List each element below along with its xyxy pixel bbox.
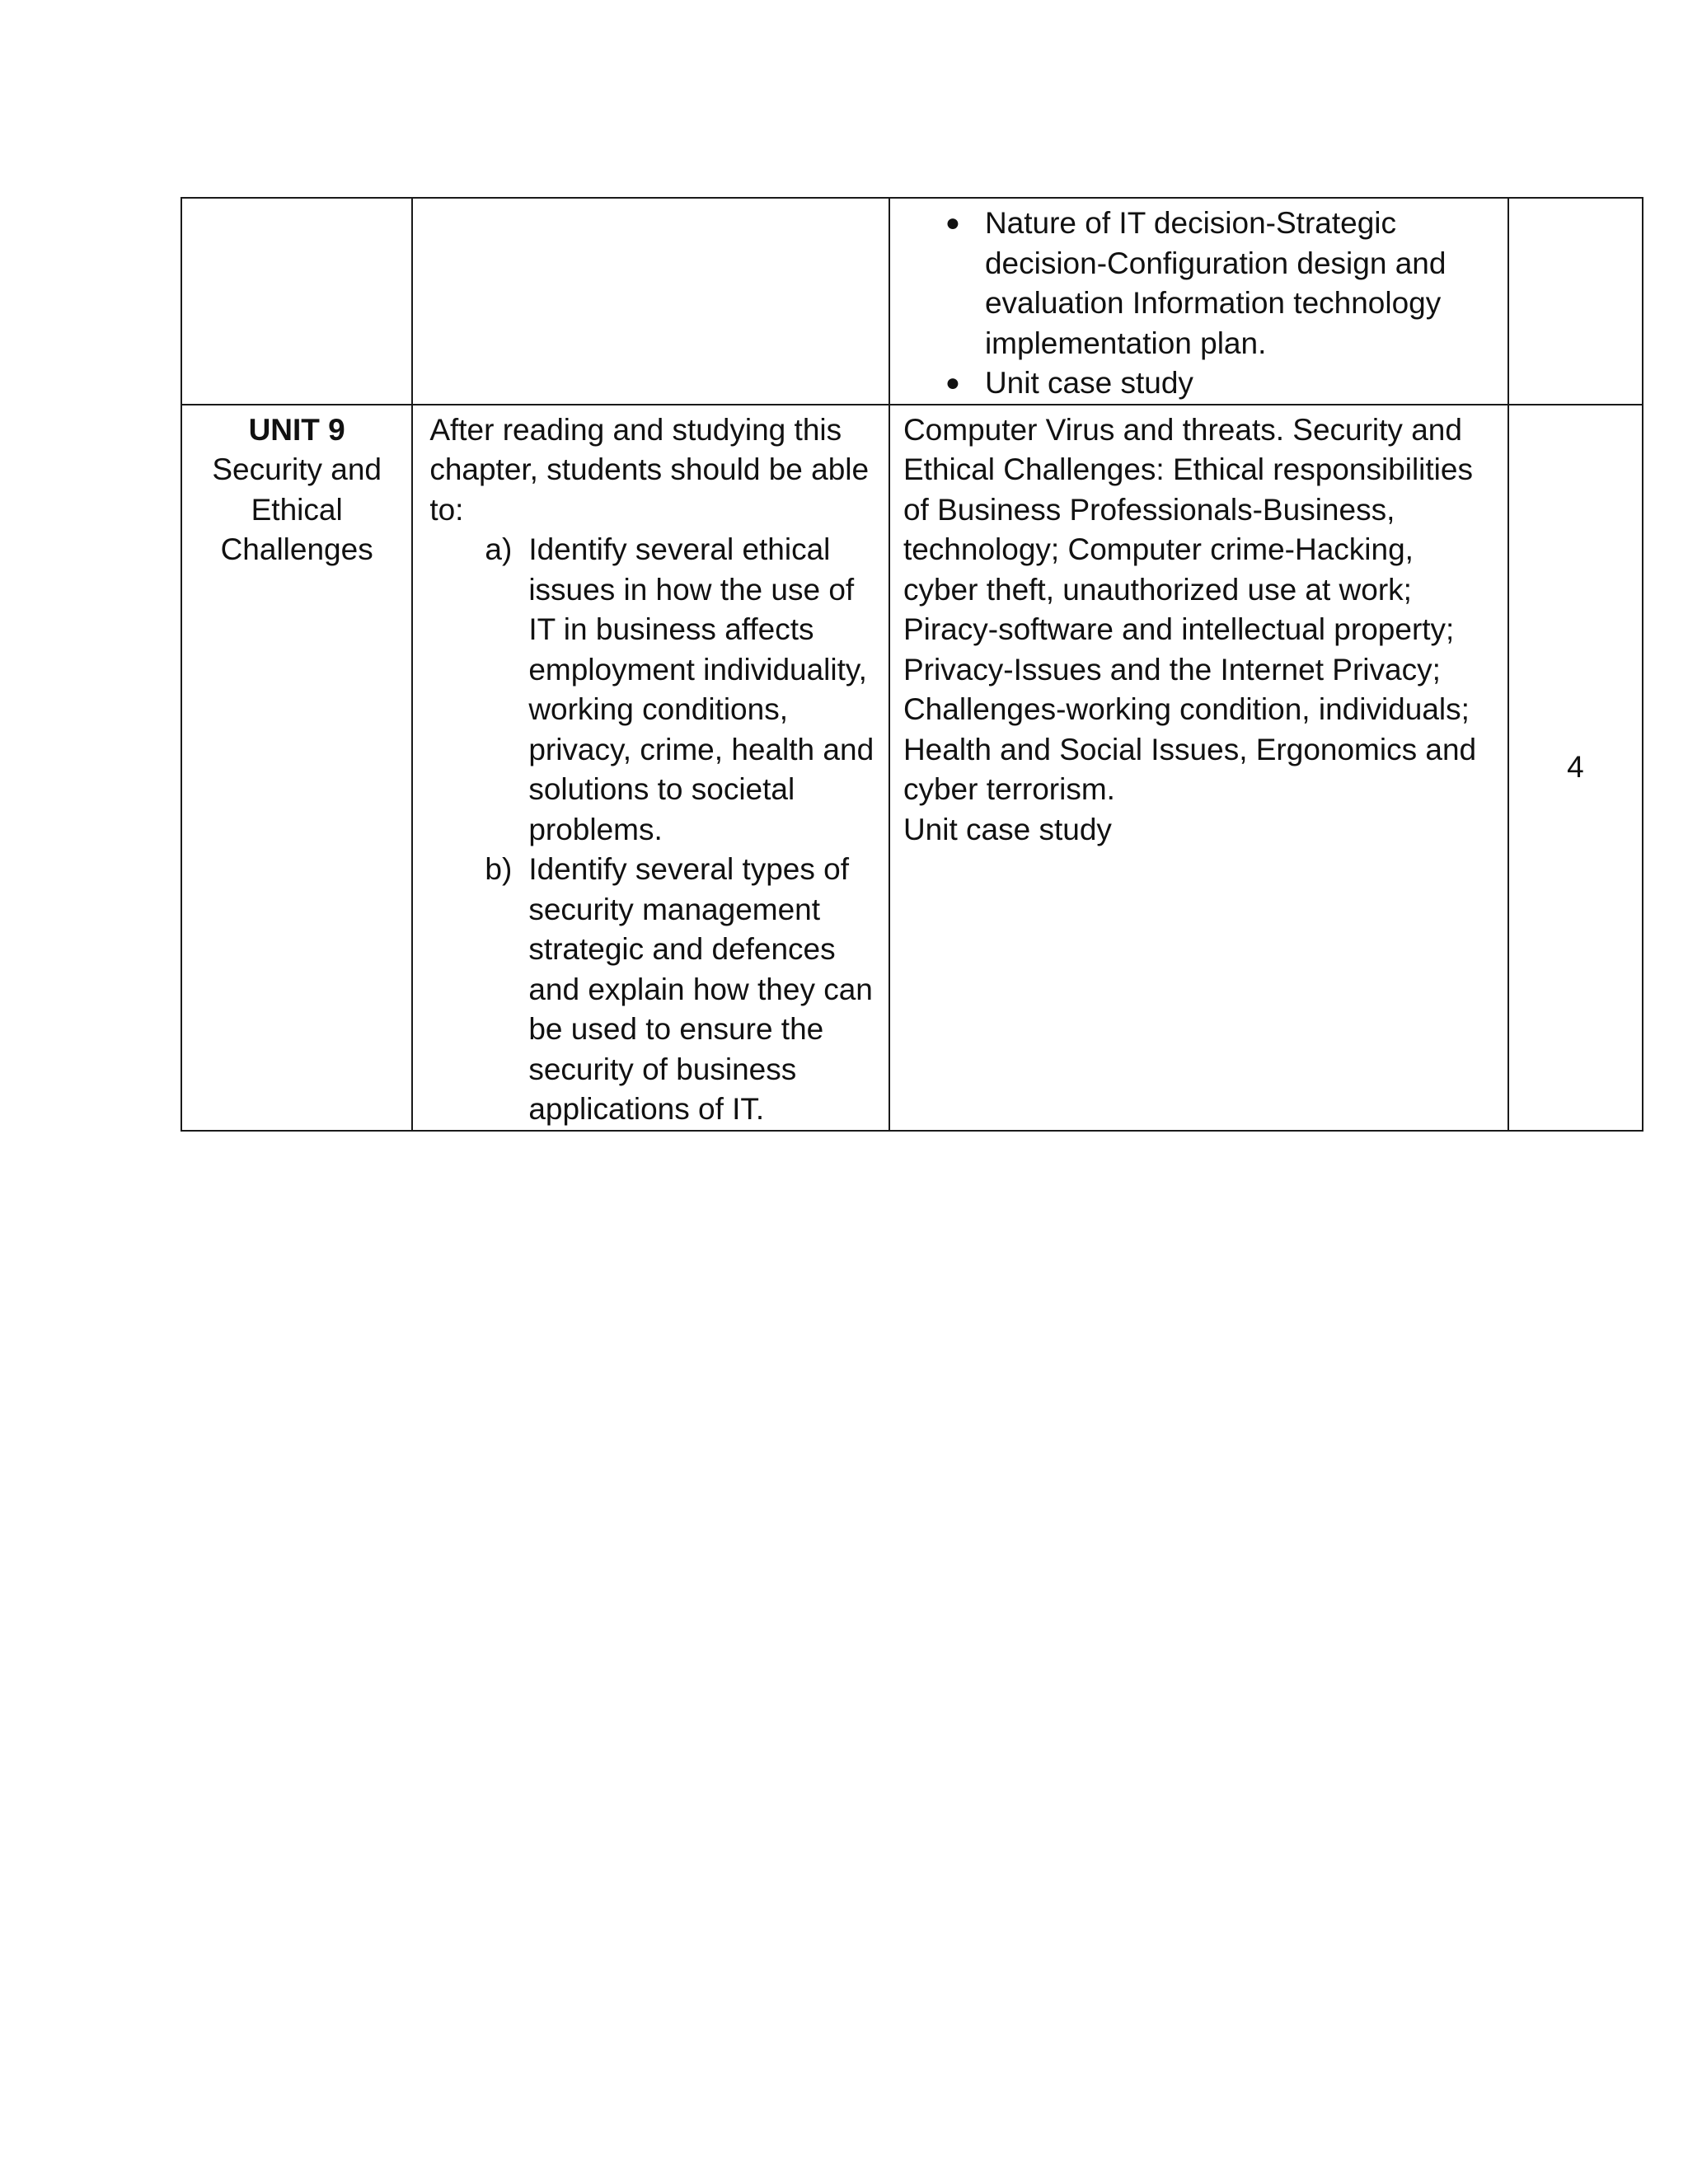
hours-cell xyxy=(1508,405,1643,1131)
bullet-icon: ● xyxy=(945,209,960,237)
objectives-list xyxy=(429,530,877,1130)
content-cell xyxy=(889,198,1508,405)
bullet-icon: ● xyxy=(945,369,960,396)
objectives-cell-empty xyxy=(412,198,889,405)
content-text: Computer Virus and threats. Security and Ethical Challenges: Ethical responsibilities of Business Professionals-Business, technology; Computer crime-Hacking, cyber theft, unauthorized use at work; Piracy-software and intellectual property; Privacy-Issues and the Internet Privacy; Challenges-working condition, individuals; Health and Social Issues, Ergonomics and cyber terrorism. xyxy=(903,412,1477,806)
objectives-intro: After reading and studying this chapter, students should be able to: xyxy=(429,412,870,527)
syllabus-table xyxy=(181,197,1643,1132)
list-marker: b) xyxy=(485,852,513,886)
hours-cell-empty xyxy=(1508,198,1643,405)
unit-name: Security and Ethical Challenges xyxy=(212,452,382,566)
objective-text: Identify several ethical issues in how the use of IT in business affects employment individuality, working conditions, privacy, crime, health and solutions to societal problems. xyxy=(528,532,874,846)
list-marker: a) xyxy=(485,532,513,566)
unit-cell-empty xyxy=(181,198,412,405)
table-row xyxy=(181,198,1643,405)
unit-cell xyxy=(181,405,412,1131)
objectives-cell xyxy=(412,405,889,1131)
list-item: ● Nature of IT decision-Strategic decision-Configuration design and evaluation Information technology implementation plan. xyxy=(890,204,1475,363)
list-item: ● Unit case study xyxy=(890,363,1475,404)
case-study-text: Unit case study xyxy=(903,812,1112,846)
list-item xyxy=(429,850,877,1130)
list-item xyxy=(429,530,877,850)
content-cell xyxy=(889,405,1508,1131)
hours-value: 4 xyxy=(1567,749,1584,784)
unit-label: UNIT 9 xyxy=(248,412,345,447)
topic-list xyxy=(890,204,1475,404)
table-row xyxy=(181,405,1643,1131)
objective-text: Identify several types of security management strategic and defences and explain how they can be used to ensure the security of business applications of IT. xyxy=(528,852,873,1126)
